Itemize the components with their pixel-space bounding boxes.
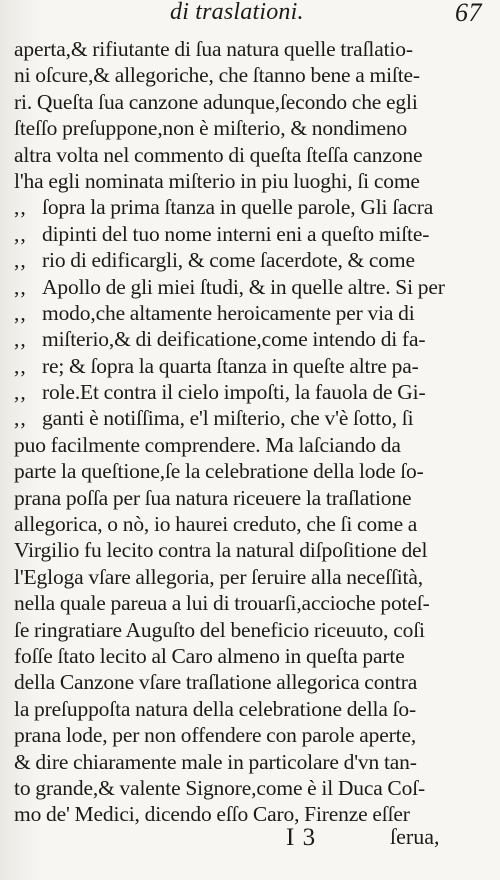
- text-line: [14, 247, 484, 273]
- text-line: [14, 775, 484, 801]
- line-text: Virgilio fu lecito contra la natural diſpoſitione del: [14, 538, 428, 563]
- line-text: prana poſſa per ſua natura riceuere la traſlatione: [14, 485, 412, 510]
- text-line: [14, 696, 484, 722]
- text-line: [14, 379, 484, 405]
- page-number: 67: [455, 0, 482, 27]
- text-line: [14, 511, 484, 537]
- line-text: prana lode, per non offendere con parole aperte,: [14, 723, 417, 748]
- text-line: [14, 405, 484, 431]
- text-line: [14, 458, 484, 484]
- line-text: altra volta nel commento di queſta ſteſſa canzone: [14, 142, 423, 167]
- quotation-mark: ,,: [14, 221, 27, 246]
- running-head: di traslationi.: [170, 0, 304, 25]
- line-text: aperta,& rifiutante di ſua natura quelle traſlatio-: [14, 37, 413, 61]
- line-text: della Canzone vſare traſlatione allegorica contra: [14, 670, 418, 695]
- catchword: ſerua,: [390, 824, 440, 849]
- line-text: ſteſſo preſuppone,non è miſterio, & nondimeno: [14, 116, 408, 141]
- text-line: [14, 115, 484, 141]
- text-line: [14, 62, 484, 88]
- quotation-mark: ,,: [14, 300, 27, 325]
- line-text: l'ha egli nominata miſterio in piu luoghi, ſi come: [14, 168, 420, 193]
- line-text: Apollo de gli miei ſtudi, & in quelle altre. Si per: [42, 274, 445, 299]
- signature-mark: I 3: [286, 824, 317, 851]
- line-text: & dire chiaramente male in particolare d'vn tan-: [14, 749, 417, 774]
- text-line: [14, 590, 484, 616]
- line-text: foſſe ſtato lecito al Caro almeno in queſta parte: [14, 643, 405, 668]
- line-text: allegorica, o nò, io haurei creduto, che ſi come a: [14, 512, 418, 537]
- text-line: [14, 432, 484, 458]
- line-text: role.Et contra il cielo impoſti, la fauola de Gi-: [42, 380, 426, 405]
- line-text: dipinti del tuo nome interni eni a queſto miſte-: [42, 221, 430, 246]
- quotation-mark: ,,: [14, 353, 27, 378]
- line-text: miſterio,& di deificatione,come intendo di fa-: [42, 327, 426, 352]
- line-text: nella quale pareua a lui di trouarſi,accioche poteſ-: [14, 591, 430, 616]
- text-line: [14, 643, 484, 669]
- line-text: modo,che altamente heroicamente per via di: [42, 300, 415, 325]
- quotation-mark: ,,: [14, 248, 27, 273]
- text-line: [14, 168, 484, 194]
- quotation-mark: ,,: [14, 406, 27, 431]
- page-header: [20, 0, 482, 32]
- quotation-mark: ,,: [14, 195, 27, 220]
- quotation-mark: ,,: [14, 327, 27, 352]
- text-line: [14, 194, 484, 220]
- line-text: parte la queſtione,ſe la celebratione della lode ſo-: [14, 459, 424, 484]
- text-line: [14, 353, 484, 379]
- text-line: [14, 564, 484, 590]
- line-text: ni oſcure,& allegoriche, che ſtanno bene a miſte-: [14, 63, 420, 88]
- text-line: [14, 722, 484, 748]
- text-line: [14, 89, 484, 115]
- text-line: [14, 749, 484, 775]
- line-text: ganti è notiſſima, e'l miſterio, che v'è ſotto, ſi: [42, 406, 414, 431]
- quotation-mark: ,,: [14, 380, 27, 405]
- text-line: [14, 537, 484, 563]
- text-line: [14, 300, 484, 326]
- line-text: ſopra la prima ſtanza in quelle parole, Gli ſacra: [42, 195, 434, 220]
- text-line: [14, 669, 484, 695]
- line-text: rio di edificargli, & come ſacerdote, & come: [42, 248, 415, 273]
- line-text: ſe ringratiare Auguſto del beneficio riceuuto, coſi: [14, 617, 425, 642]
- line-text: la preſuppoſta natura della celebratione della ſo-: [14, 696, 416, 721]
- line-text: to grande,& valente Signore,come è il Duca Coſ-: [14, 775, 426, 800]
- line-text: l'Egloga vſare allegoria, per ſeruire alla neceſſità,: [14, 564, 423, 589]
- line-text: mo de' Medici, dicendo eſſo Caro, Firenze eſſer: [14, 802, 410, 827]
- text-line: [14, 142, 484, 168]
- line-text: ri. Queſta ſua canzone adunque,ſecondo che egli: [14, 89, 418, 114]
- text-line: [14, 221, 484, 247]
- text-line: [14, 485, 484, 511]
- text-line: [14, 617, 484, 643]
- quotation-mark: ,,: [14, 274, 27, 299]
- text-line: [14, 36, 484, 62]
- line-text: puo facilmente comprendere. Ma laſciando da: [14, 432, 401, 457]
- text-line: [14, 274, 484, 300]
- text-line: [14, 326, 484, 352]
- body-text: [14, 36, 484, 828]
- line-text: re; & ſopra la quarta ſtanza in queſte altre pa-: [42, 353, 419, 378]
- page-footer: [0, 824, 500, 858]
